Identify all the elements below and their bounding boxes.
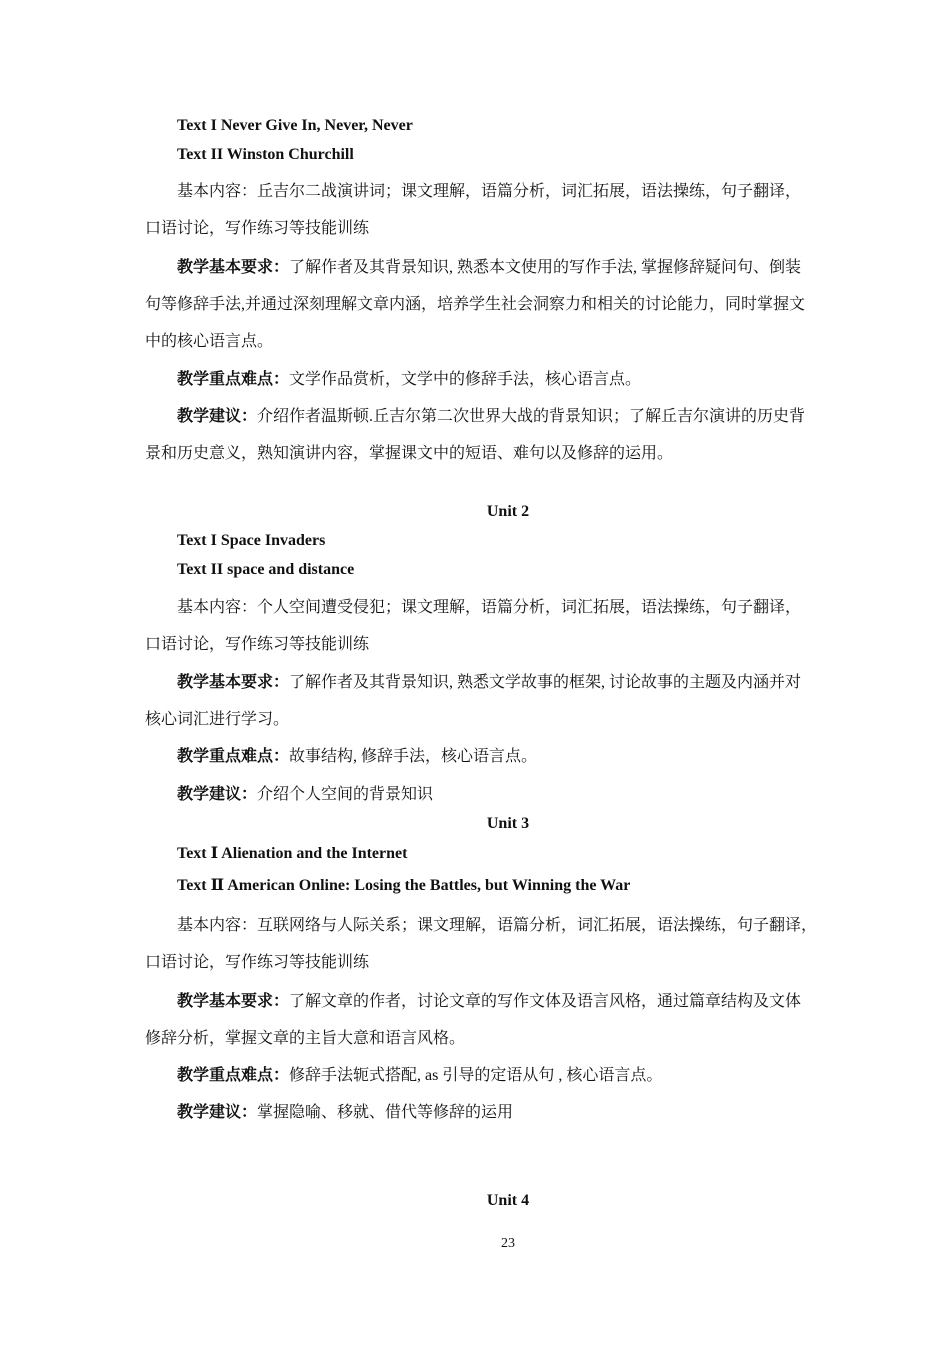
suggestions-label: 教学建议： <box>177 786 258 803</box>
unit3-content-line2: 口语讨论，写作练习等技能训练 <box>145 954 370 971</box>
unit2-suggestions <box>177 785 433 805</box>
unit2-content-line2: 口语讨论，写作练习等技能训练 <box>145 636 370 653</box>
unit1-requirements-line1 <box>177 258 801 278</box>
key-points-text: 修辞手法轭式搭配, as 引导的定语从句 , 核心语言点。 <box>289 1067 663 1084</box>
unit4-heading: Unit 4 <box>486 1192 530 1209</box>
unit1-requirements-line2: 句等修辞手法,并通过深刻理解文章内涵，培养学生社会洞察力和相关的讨论能力，同时掌握文 <box>145 296 806 313</box>
requirements-label: 教学基本要求： <box>177 259 290 276</box>
unit3-heading: Unit 3 <box>486 815 530 832</box>
unit1-requirements-line3: 中的核心语言点。 <box>145 333 274 350</box>
key-points-text: 文学作品赏析，文学中的修辞手法，核心语言点。 <box>289 371 642 388</box>
unit3-requirements-line2: 修辞分析，掌握文章的主旨大意和语言风格。 <box>145 1030 466 1047</box>
unit3-key-points <box>177 1066 662 1086</box>
suggestions-text: 介绍作者温斯顿.丘吉尔第二次世界大战的背景知识；了解丘吉尔演讲的历史背 <box>257 408 806 425</box>
unit3-text2-title: Text Ⅱ American Online: Losing the Battles, but Winning the War <box>177 877 631 894</box>
unit1-suggestions-line1 <box>177 407 805 427</box>
unit2-heading: Unit 2 <box>486 503 530 520</box>
requirements-text: 了解文章的作者，讨论文章的写作文体及语言风格，通过篇章结构及文体 <box>289 993 802 1010</box>
unit3-text1-title: Text Ⅰ Alienation and the Internet <box>177 845 408 862</box>
suggestions-label: 教学建议： <box>177 1104 258 1121</box>
unit3-requirements-line1 <box>177 992 801 1012</box>
page-number: 23 <box>501 1236 515 1251</box>
unit1-content-line1: 基本内容：丘吉尔二战演讲词；课文理解，语篇分析，词汇拓展，语法操练，句子翻译， <box>177 183 802 200</box>
unit1-content-line2: 口语讨论，写作练习等技能训练 <box>145 220 370 237</box>
requirements-label: 教学基本要求： <box>177 993 290 1010</box>
key-points-label: 教学重点难点： <box>177 371 290 388</box>
unit2-text2-title: Text II space and distance <box>177 561 355 578</box>
key-points-label: 教学重点难点： <box>177 1067 290 1084</box>
unit2-requirements-line2: 核心词汇进行学习。 <box>145 711 290 728</box>
key-points-label: 教学重点难点： <box>177 748 290 765</box>
suggestions-label: 教学建议： <box>177 408 258 425</box>
unit1-suggestions-line2: 景和历史意义，熟知演讲内容，掌握课文中的短语、难句以及修辞的运用。 <box>145 445 674 462</box>
suggestions-text: 介绍个人空间的背景知识 <box>257 786 434 803</box>
key-points-text: 故事结构, 修辞手法，核心语言点。 <box>289 748 538 765</box>
unit3-content-line1: 基本内容：互联网络与人际关系；课文理解，语篇分析，词汇拓展，语法操练，句子翻译， <box>177 917 818 934</box>
requirements-text: 了解作者及其背景知识, 熟悉本文使用的写作手法, 掌握修辞疑问句、倒装 <box>289 259 802 276</box>
requirements-label: 教学基本要求： <box>177 674 290 691</box>
unit2-text1-title: Text I Space Invaders <box>177 532 326 549</box>
unit2-key-points <box>177 747 537 767</box>
unit2-content-line1: 基本内容：个人空间遭受侵犯；课文理解，语篇分析，词汇拓展，语法操练，句子翻译， <box>177 599 802 616</box>
unit1-key-points <box>177 370 641 390</box>
unit3-suggestions <box>177 1103 513 1123</box>
unit1-text2-title: Text II Winston Churchill <box>177 146 354 163</box>
requirements-text: 了解作者及其背景知识, 熟悉文学故事的框架, 讨论故事的主题及内涵并对 <box>289 674 802 691</box>
unit2-requirements-line1 <box>177 673 801 693</box>
unit1-text1-title: Text I Never Give In, Never, Never <box>177 117 413 134</box>
suggestions-text: 掌握隐喻、移就、借代等修辞的运用 <box>257 1104 514 1121</box>
